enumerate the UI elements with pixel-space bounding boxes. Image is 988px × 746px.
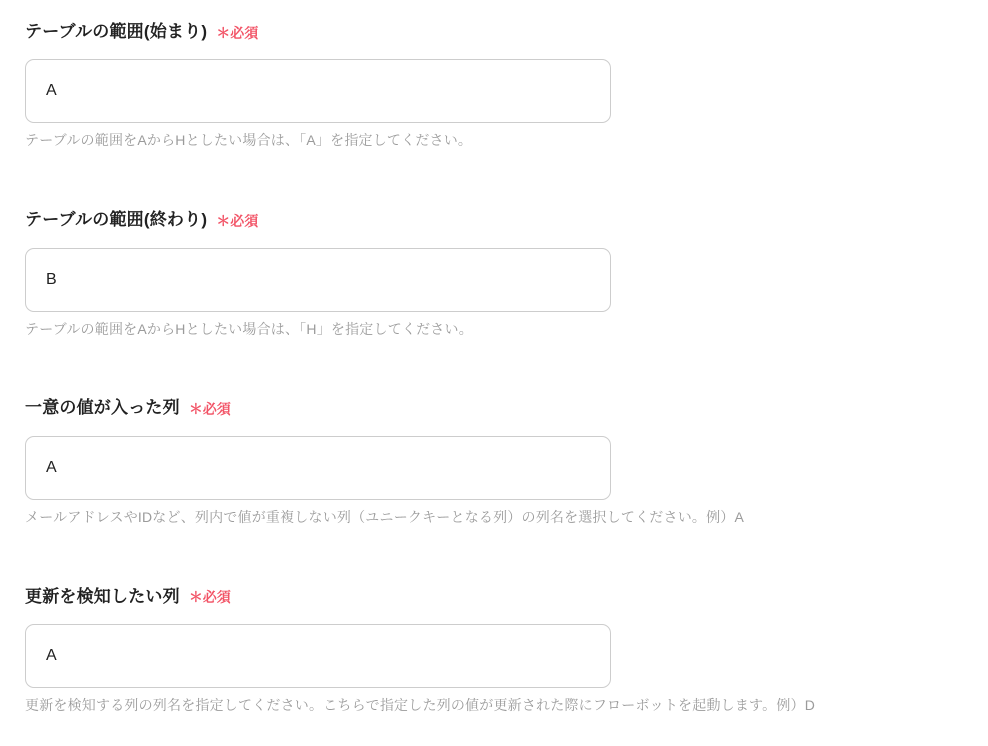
required-badge: ＊必須 xyxy=(188,401,231,418)
field-label: 一意の値が入った列 xyxy=(25,398,180,418)
field-help-text: テーブルの範囲をAからHとしたい場合は、「H」を指定してください。 xyxy=(25,320,473,337)
table-range-start-input[interactable] xyxy=(25,59,611,123)
required-badge: ＊必須 xyxy=(216,24,259,41)
field-help-text: 更新を検知する列の列名を指定してください。こちらで指定した列の値が更新された際にフローボットを起動します。例）D xyxy=(25,696,816,713)
field-help-text: テーブルの範囲をAからHとしたい場合は、「A」を指定してください。 xyxy=(25,132,473,149)
required-badge: ＊必須 xyxy=(216,212,259,229)
field-label-row xyxy=(25,398,988,418)
field-group-update-detect-column xyxy=(25,587,988,714)
field-label: 更新を検知したい列 xyxy=(25,586,180,606)
required-badge: ＊必須 xyxy=(188,589,231,606)
unique-value-column-input[interactable] xyxy=(25,436,611,500)
field-group-table-range-start xyxy=(25,22,988,149)
table-range-end-input[interactable] xyxy=(25,248,611,312)
update-detect-column-input[interactable] xyxy=(25,624,611,688)
field-label-row xyxy=(25,22,988,42)
field-label: テーブルの範囲(始まり) xyxy=(25,22,208,41)
field-help-text: メールアドレスやIDなど、列内で値が重複しない列（ユニークキーとなる列）の列名を選択してください。例）A xyxy=(25,508,745,525)
field-label-row xyxy=(25,587,988,607)
field-group-unique-value-column xyxy=(25,398,988,525)
field-label: テーブルの範囲(終わり) xyxy=(25,210,208,230)
field-group-table-range-end xyxy=(25,210,988,337)
field-label-row xyxy=(25,210,988,230)
